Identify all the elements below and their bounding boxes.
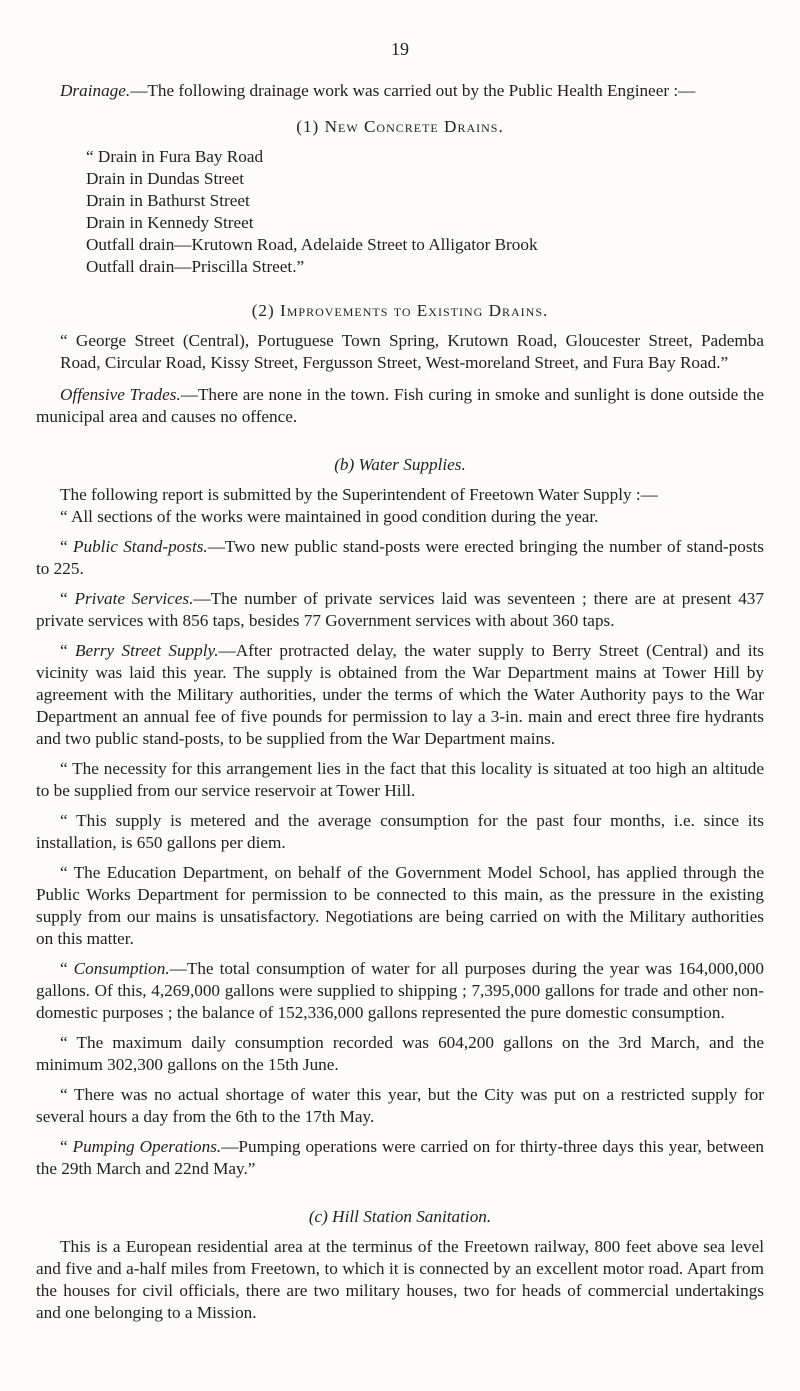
list-item: Drain in Dundas Street	[86, 169, 244, 188]
list-item: “ Drain in Fura Bay Road	[86, 147, 264, 166]
metered-paragraph: “ This supply is metered and the average consumption for the past four months, i.e. since its installation, is 650 gallons per diem.	[36, 811, 764, 852]
standposts-heading: Public Stand-posts.	[72, 537, 208, 556]
list-item: Outfall drain—Krutown Road, Adelaide Street to Alligator Brook	[86, 235, 538, 254]
offensive-text: —There are none in the town. Fish curing in smoke and sunlight is done outside the municipal area and causes no offence.	[36, 385, 764, 426]
consumption-text: —The total consumption of water for all purposes during the year was 164,000,000 gallons. Of this, 4,269,000 gallons were supplied to shipping ; 7,395,000 gallons for trade and other non-domestic purposes ; the balance of 152,336,000 gallons represented the pure domestic consumption.	[36, 959, 764, 1022]
offensive-heading: Offensive Trades.	[60, 385, 181, 404]
water-p1: “ All sections of the works were maintained in good condition during the year.	[60, 507, 599, 526]
drainage-intro-text: —The following drainage work was carried out by the Public Health Engineer :—	[130, 81, 696, 100]
improvements-text: “ George Street (Central), Portuguese Town Spring, Krutown Road, Gloucester Street, Pademba Road, Circular Road, Kissy Street, Fergusson Street, West-moreland Street, and Fura Bay Road.”	[60, 331, 764, 372]
list-item: Drain in Bathurst Street	[86, 191, 250, 210]
new-drains-title: (1) New Concrete Drains.	[296, 117, 504, 136]
drainage-intro	[36, 80, 764, 102]
education-paragraph: “ The Education Department, on behalf of the Government Model School, has applied through the Public Works Department for permission to be connected to this main, as the pressure in the existing supply from our mains is unsatisfactory. Negotiations are being carried on with the Military authorities on this matter.	[36, 863, 764, 948]
list-item: Outfall drain—Priscilla Street.”	[86, 257, 305, 276]
berry-heading: Berry Street Supply.	[75, 641, 219, 660]
pumping-paragraph: “ Pumping Operations.—Pumping operations were carried on for thirty-three days this year, between the 29th March and 22nd May.”	[36, 1137, 764, 1178]
page-number: 19	[391, 39, 409, 59]
consumption-heading: Consumption.	[73, 959, 170, 978]
list-item: Drain in Kennedy Street	[86, 213, 254, 232]
page-body	[36, 80, 764, 1324]
hill-station-text: This is a European residential area at the terminus of the Freetown railway, 800 feet above sea level and five and a-half miles from Freetown, to which it is connected by an excellent motor road. Apart from the houses for civil officials, there are two military houses, two for heads of commercial undertakings and one belonging to a Mission.	[36, 1237, 764, 1322]
berry-street-paragraph: “ Berry Street Supply.—After protracted delay, the water supply to Berry Street (Central) and its vicinity was laid this year. The supply is obtained from the War Department mains at Tower Hill by agreement with the Military authorities, under the terms of which the Water Authority pays to the War Department an annual fee of five pounds for permission to lay a 3-in. main and erect three fire hydrants and two public stand-posts, to be supplied from the War Department mains.	[36, 641, 764, 748]
necessity-paragraph: “ The necessity for this arrangement lies in the fact that this locality is situated at too high an altitude to be supplied from our service reservoir at Tower Hill.	[36, 759, 764, 800]
consumption-paragraph: “ Consumption.—The total consumption of water for all purposes during the year was 164,000,000 gallons. Of this, 4,269,000 gallons were supplied to shipping ; 7,395,000 gallons for trade and other non-domestic purposes ; the balance of 152,336,000 gallons represented the pure domestic consumption.	[36, 959, 764, 1022]
shortage-paragraph: “ There was no actual shortage of water this year, but the City was put on a restricted supply for several hours a day from the 6th to the 17th May.	[36, 1085, 764, 1126]
private-heading: Private Services.	[74, 589, 194, 608]
new-drains-list	[86, 146, 764, 278]
improvements-title: (2) Improvements to Existing Drains.	[251, 301, 549, 320]
berry-text: —After protracted delay, the water supply to Berry Street (Central) and its vicinity was laid this year. The supply is obtained from the War Department mains at Tower Hill by agreement with the Military authorities, under the terms of which the Water Authority pays to the War Department an annual fee of five pounds for permission to lay a 3-in. main and erect three fire hydrants and two public stand-posts, to be supplied from the War Department mains.	[36, 641, 764, 748]
hill-station-heading: (c) Hill Station Sanitation.	[308, 1207, 492, 1226]
drainage-heading: Drainage.	[60, 81, 131, 100]
standposts-paragraph: “ Public Stand-posts.—Two new public stand-posts were erected bringing the number of stand-posts to 225.	[36, 537, 764, 578]
offensive-trades-paragraph	[36, 384, 764, 428]
water-intro: The following report is submitted by the Superintendent of Freetown Water Supply :—	[60, 485, 658, 504]
maximum-paragraph: “ The maximum daily consumption recorded was 604,200 gallons on the 3rd March, and the minimum 302,300 gallons on the 15th June.	[36, 1033, 764, 1074]
pumping-text: —Pumping operations were carried on for thirty-three days this year, between the 29th March and 22nd May.”	[36, 1137, 764, 1178]
private-services-paragraph: “ Private Services.—The number of private services laid was seventeen ; there are at present 437 private services with 856 taps, besides 77 Government services with about 360 taps.	[36, 589, 764, 630]
standposts-text: —Two new public stand-posts were erected bringing the number of stand-posts to 225.	[36, 537, 764, 578]
water-supplies-heading: (b) Water Supplies.	[334, 455, 466, 474]
private-text: —The number of private services laid was seventeen ; there are at present 437 private services with 856 taps, besides 77 Government services with about 360 taps.	[36, 589, 764, 630]
pumping-heading: Pumping Operations.	[72, 1137, 222, 1156]
